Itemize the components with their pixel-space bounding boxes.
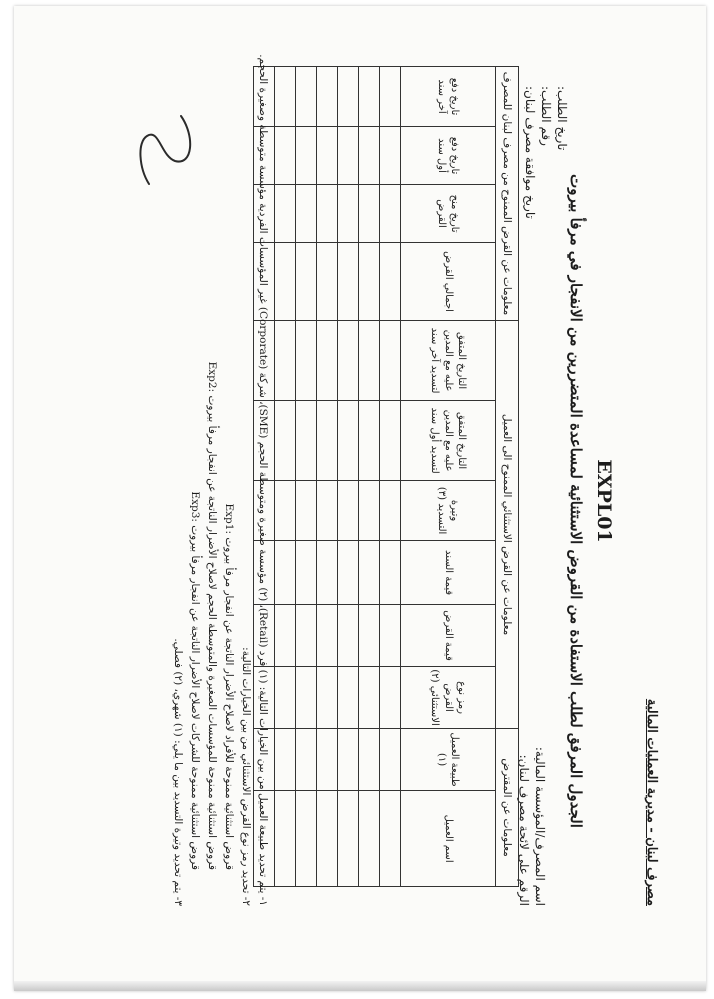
table-cell xyxy=(380,67,401,127)
table-row xyxy=(317,67,338,887)
table-cell xyxy=(338,185,359,243)
table-cell xyxy=(380,791,401,887)
request-date-field: تاريخ الطلب: xyxy=(555,86,569,151)
table-cell xyxy=(296,605,317,667)
table-cell xyxy=(338,127,359,185)
table-cell xyxy=(275,243,296,321)
table-cell xyxy=(317,541,338,605)
note-exp3: Exp3: قروض استثنائية ممنوحة للشركات لاصلاح الأضرار الناتجة عن انفجار مرفأ بيروت xyxy=(189,491,201,870)
table-cell xyxy=(359,605,380,667)
table-cell xyxy=(317,401,338,481)
table-cell xyxy=(296,185,317,243)
table-body xyxy=(254,67,401,887)
table-cell xyxy=(338,243,359,321)
form-code: EXPL01 xyxy=(593,459,615,543)
table-cell xyxy=(338,481,359,541)
col-grant-date: تاريخ منح القرض xyxy=(401,185,496,243)
note-frequency: ٣- يتم تحديد وتيرة التسديد بين ما يلي: (١) شهري، (٢) فصلي. xyxy=(172,638,184,906)
table-cell xyxy=(338,605,359,667)
table-cell xyxy=(317,185,338,243)
col-last-payment-date: تاريخ دفع آخر سند xyxy=(401,67,496,127)
group-exceptional-loan-info: معلومات عن القرض الاستثنائي الممنوح الى العميل xyxy=(496,321,519,729)
col-first-installment-date: التاريخ المتفق عليه مع المدين لتسديد أول سند xyxy=(401,401,496,481)
table-cell xyxy=(317,127,338,185)
page-edge-shadow xyxy=(14,981,706,991)
table-cell xyxy=(359,667,380,729)
table-cell xyxy=(317,243,338,321)
note-loan-type: ٢- تحديد رمز نوع القرض الاستثنائي من بين الخيارات التالية: xyxy=(240,647,252,906)
table-cell xyxy=(275,729,296,791)
table-row xyxy=(338,67,359,887)
table-cell xyxy=(338,67,359,127)
table-cell xyxy=(296,67,317,127)
table-cell xyxy=(296,401,317,481)
signature-mark xyxy=(129,106,199,196)
form-title: الجدول المرفق لطلب الاستفادة من القروض الاستثنائية لمساعدة المتضررين من الانفجار في مرفأ بيروت xyxy=(567,174,585,828)
col-total-loan: اجمالي القرض xyxy=(401,243,496,321)
note-exp1: Exp1: قروض استثنائية ممنوحة للأفراد لاصلاح الأضرار الناتجة عن انفجار مرفأ بيروت xyxy=(223,503,235,870)
table-cell xyxy=(338,791,359,887)
group-borrower-info: معلومات عن المقترض xyxy=(496,729,519,887)
col-client-type: طبيعة العميل (١) xyxy=(401,729,496,791)
approval-date-field: تاريخ موافقة مصرف لبنان: xyxy=(523,86,537,219)
table-cell xyxy=(380,667,401,729)
table-cell xyxy=(275,791,296,887)
request-number-field: رقم الطلب: xyxy=(539,86,553,146)
table-cell xyxy=(317,67,338,127)
group-bdl-loan-info: معلومات عن القرض الممنوح من مصرف لبنان للمصرف xyxy=(496,67,519,321)
table-cell xyxy=(275,667,296,729)
table-cell xyxy=(317,667,338,729)
table-cell xyxy=(338,321,359,401)
table-cell xyxy=(380,729,401,791)
table-cell xyxy=(296,541,317,605)
table-cell xyxy=(296,127,317,185)
table-cell xyxy=(380,243,401,321)
table-cell xyxy=(296,667,317,729)
table-cell xyxy=(317,481,338,541)
table-cell xyxy=(359,243,380,321)
table-cell xyxy=(380,605,401,667)
loan-table xyxy=(253,66,519,887)
organization-header: مصرف لبنان - مديرية العمليات المالية xyxy=(644,698,659,906)
note-exp2: Exp2: قروض استثنائية ممنوحة للمؤسسات الصغيرة والمتوسطة الحجم لاصلاح الأضرار الناتجة عن انفجار مرفأ بيروت xyxy=(206,361,218,870)
document-page xyxy=(14,6,706,991)
col-client-name: اسم العميل xyxy=(401,791,496,887)
table-cell xyxy=(275,321,296,401)
table-cell xyxy=(275,185,296,243)
table-cell xyxy=(359,127,380,185)
note-client-type: ١- يتم تحديد طبيعة العميل من بين الخيارات التالية: (١) فرد (Retail)، (٢) مؤسسة صغيرة ومتوسطة الحجم (SME)، شركة (Corporate) غير المؤسسات الفردية مؤسسة متوسطة وصغيرة الحجم. xyxy=(257,54,269,906)
table-cell xyxy=(359,321,380,401)
table-cell xyxy=(296,321,317,401)
col-loan-type-code: رمز نوع القرض الاستثنائي (٢) xyxy=(401,667,496,729)
table-row xyxy=(380,67,401,887)
table-row xyxy=(359,67,380,887)
table-cell xyxy=(275,605,296,667)
table-cell xyxy=(317,729,338,791)
table-cell xyxy=(380,481,401,541)
table-cell xyxy=(359,67,380,127)
table-cell xyxy=(296,243,317,321)
col-repayment-frequency: وتيرة التسديد (٣) xyxy=(401,481,496,541)
table-cell xyxy=(380,127,401,185)
table-cell xyxy=(359,729,380,791)
table-cell xyxy=(338,541,359,605)
table-cell xyxy=(275,481,296,541)
table-cell xyxy=(275,67,296,127)
table-cell xyxy=(359,541,380,605)
table-cell xyxy=(359,481,380,541)
col-installment-value: قيمة السند xyxy=(401,541,496,605)
table-row xyxy=(275,67,296,887)
table-cell xyxy=(296,791,317,887)
col-loan-value: قيمة القرض xyxy=(401,605,496,667)
table-cell xyxy=(317,791,338,887)
table-cell xyxy=(275,541,296,605)
table-cell xyxy=(380,321,401,401)
table-cell xyxy=(317,321,338,401)
table-cell xyxy=(359,401,380,481)
table-row xyxy=(296,67,317,887)
col-first-payment-date: تاريخ دفع أول سند xyxy=(401,127,496,185)
table-cell xyxy=(317,605,338,667)
bank-name-field: اسم المصرف/المؤسسة المالية: xyxy=(533,746,547,906)
table-cell xyxy=(380,541,401,605)
table-cell xyxy=(275,401,296,481)
table-cell xyxy=(296,481,317,541)
table-cell xyxy=(359,185,380,243)
table-cell xyxy=(338,729,359,791)
table-cell xyxy=(338,667,359,729)
table-cell xyxy=(380,185,401,243)
table-cell xyxy=(359,791,380,887)
table-cell xyxy=(275,127,296,185)
table-cell xyxy=(338,401,359,481)
table-cell xyxy=(380,401,401,481)
table-cell xyxy=(296,729,317,791)
rotated-form xyxy=(49,46,669,956)
col-last-installment-date: التاريخ المتفق عليه مع المدين لتسديد آخر سند xyxy=(401,321,496,401)
bdl-code-field: الرقم على لائحة مصرف لبنان: xyxy=(517,754,531,906)
